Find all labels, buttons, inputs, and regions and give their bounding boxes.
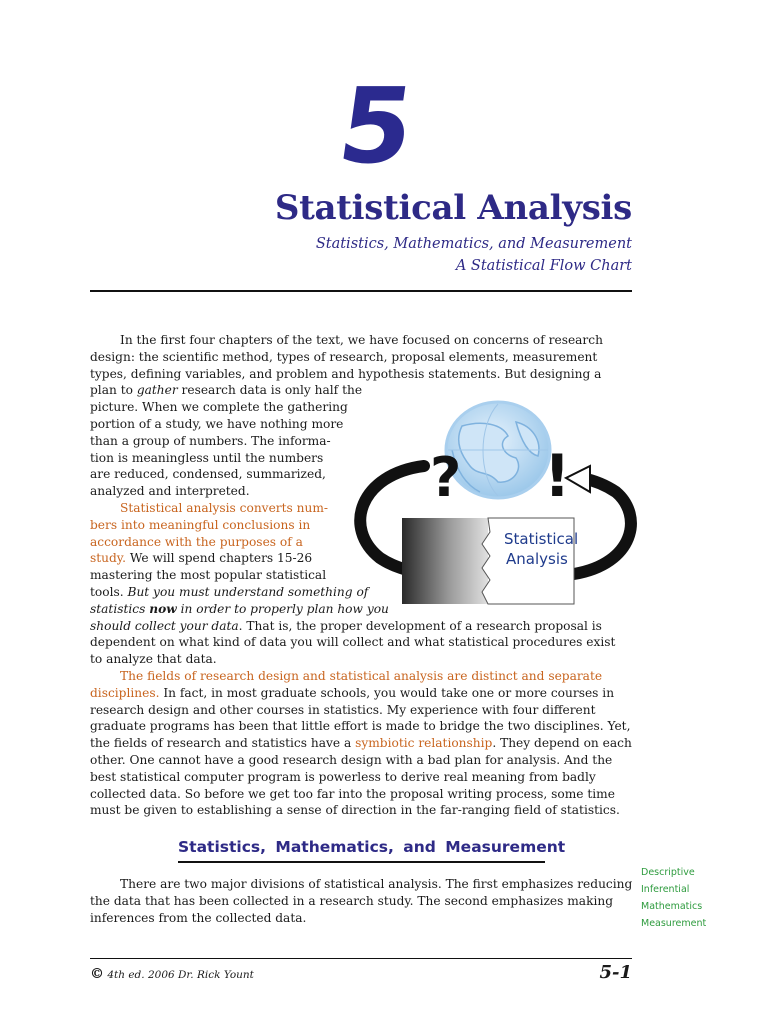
- text-line: inferences from the collected data.: [90, 910, 307, 925]
- footer-divider: [90, 958, 632, 959]
- text-line: best statistical computer program is powerless to derive real meaning from badly: [90, 769, 596, 784]
- margin-note-mathematics: Mathematics: [641, 901, 703, 912]
- text-line: types, defining variables, and problem and hypothesis statements. But designing a: [90, 366, 602, 381]
- chapter-number: 5: [331, 65, 421, 187]
- text-line: In the first four chapters of the text, we have focused on concerns of research: [120, 333, 603, 347]
- text-line: dependent on what kind of data you will collect and what statistical procedures exist: [90, 635, 616, 650]
- text-line: [90, 735, 632, 752]
- chapter-subtitle-1: Statistics, Mathematics, and Measurement: [315, 236, 632, 252]
- text-run: the fields of research and statistics have a: [90, 736, 356, 751]
- question-mark: ?: [430, 446, 462, 509]
- text-run: . That is, the proper development of a research proposal is: [238, 618, 602, 633]
- margin-notes: [641, 864, 706, 932]
- statistical-analysis-figure: [352, 396, 642, 608]
- text-line: There are two major divisions of statistical analysis. The first emphasizes reducing: [120, 877, 633, 891]
- highlight-text: study.: [90, 551, 126, 566]
- text-line: tion is meaningless until the numbers: [90, 450, 324, 465]
- margin-note-descriptive: Descriptive: [641, 867, 695, 878]
- chapter-title: Statistical Analysis: [274, 188, 632, 228]
- text-line: portion of a study, we have nothing more: [90, 416, 344, 431]
- text-line: mastering the most popular statistical: [90, 568, 327, 583]
- chapter-subtitle-2: A Statistical Flow Chart: [455, 258, 632, 274]
- margin-note-inferential: Inferential: [641, 884, 690, 895]
- emphasis: in order to properly plan how you: [176, 601, 389, 616]
- highlight-text: accordance with the purposes of a: [90, 534, 303, 549]
- section-heading: Statistics, Mathematics, and Measurement: [178, 838, 566, 856]
- globe-icon: [446, 402, 550, 498]
- text-run: In fact, in most graduate schools, you would take one or more courses in: [159, 685, 615, 700]
- emphasis: gather: [136, 383, 178, 398]
- text-line: graduate programs has been that little effort is made to bridge the two disciplines. Yet,: [90, 719, 631, 734]
- header-divider: [90, 290, 632, 292]
- text-run: . They depend on each: [492, 736, 632, 751]
- text-line: than a group of numbers. The informa-: [90, 433, 331, 448]
- margin-note-measurement: Measurement: [641, 918, 707, 929]
- section-paragraph: [90, 876, 632, 926]
- highlight-text: The fields of research design and statistical analysis are distinct and separate: [120, 668, 603, 683]
- emphasis: But you must understand something of: [127, 584, 369, 599]
- figure-label-2: Analysis: [506, 550, 568, 568]
- highlight-text: symbiotic relationship: [355, 736, 493, 751]
- text-line: analyzed and interpreted.: [90, 484, 250, 499]
- footer-edition: 4th ed. 2006 Dr. Rick Yount: [107, 969, 254, 981]
- footer-copyright: [90, 966, 254, 982]
- copyright-symbol: ©: [90, 966, 104, 982]
- text-run: plan to: [90, 383, 137, 398]
- text-line: the data that has been collected in a research study. The second emphasizes making: [90, 893, 614, 908]
- highlight-text: bers into meaningful conclusions in: [90, 517, 311, 532]
- text-run: tools.: [90, 584, 128, 599]
- section-underline: [178, 861, 545, 863]
- text-line: must be given to establishing a sense of direction in the far-ranging field of statistics.: [90, 803, 620, 818]
- text-line: other. One cannot have a good research design with a bad plan for analysis. And the: [90, 752, 613, 767]
- paragraph-3: [90, 668, 632, 819]
- highlight-text: Statistical analysis converts num-: [120, 500, 329, 515]
- text-line: to analyze that data.: [90, 652, 217, 667]
- text-line: design: the scientific method, types of research, proposal elements, measurement: [90, 349, 598, 364]
- text-run: We will spend chapters 15-26: [125, 551, 313, 566]
- exclamation-mark: !: [544, 442, 571, 510]
- text-line: [90, 618, 632, 635]
- strong-emphasis: now: [149, 601, 177, 616]
- figure-label-1: Statistical: [504, 530, 579, 548]
- emphasis: should collect your data: [90, 618, 239, 633]
- highlight-text: disciplines.: [90, 685, 160, 700]
- page-number: 5-1: [599, 962, 632, 983]
- text-line: are reduced, condensed, summarized,: [90, 467, 326, 482]
- text-run: research data is only half the: [177, 383, 363, 398]
- statistical-analysis-box: [402, 518, 578, 604]
- emphasis: statistics: [90, 601, 150, 616]
- text-line: [90, 685, 632, 702]
- text-line: picture. When we complete the gathering: [90, 400, 348, 415]
- text-line: research design and other courses in statistics. My experience with four different: [90, 702, 596, 717]
- text-line: collected data. So before we get too far into the proposal writing process, some time: [90, 786, 615, 801]
